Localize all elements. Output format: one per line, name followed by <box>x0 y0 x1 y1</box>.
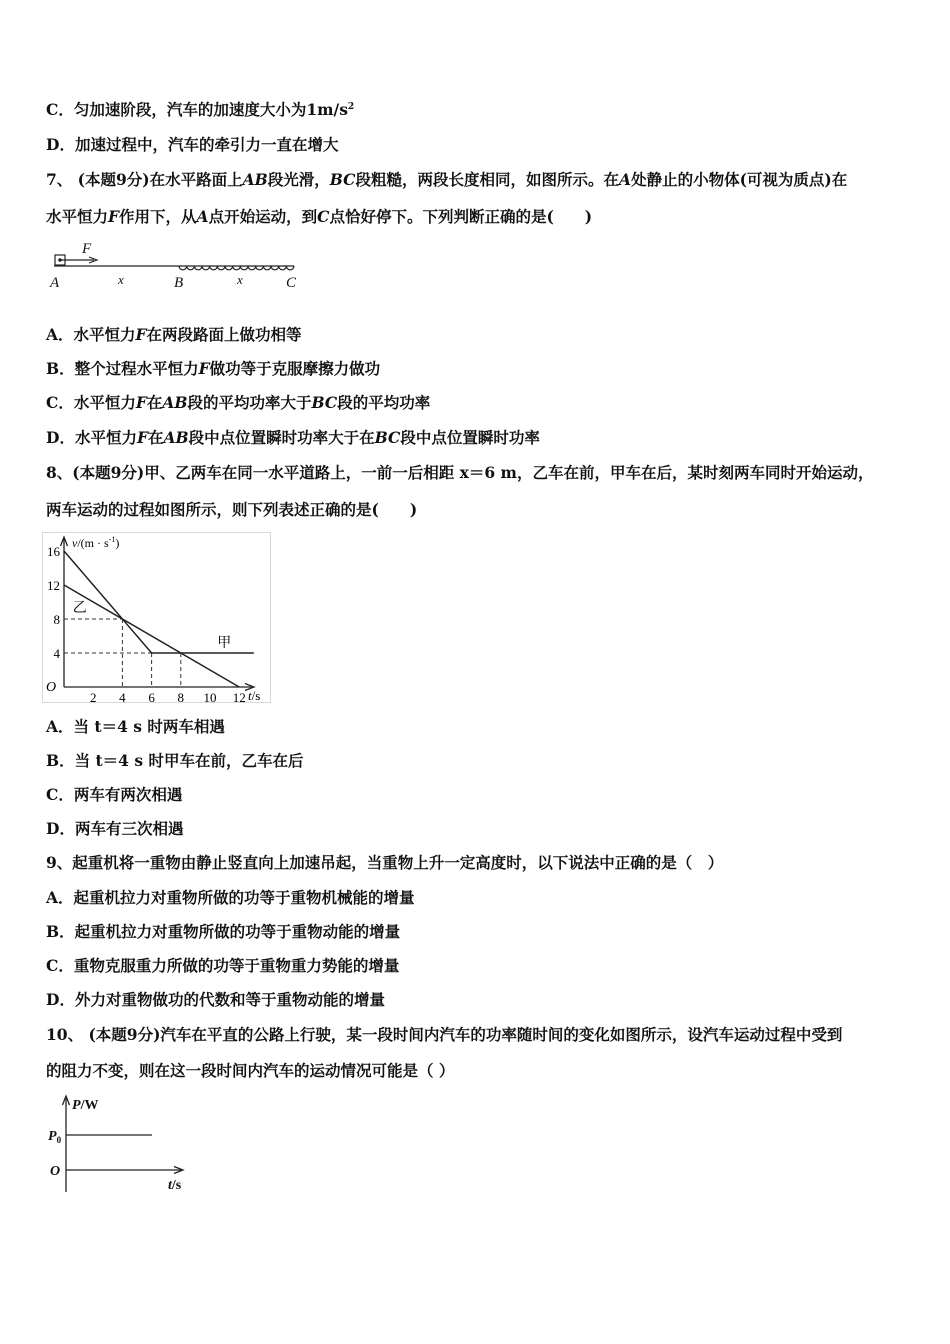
p-origin-label: O <box>50 1164 61 1179</box>
q10-stem-line1: 10、 (本题9分)汽车在平直的公路上行驶，某一段时间内汽车的功率随时间的变化如图所示，设汽车运动过程中受到 <box>46 1025 843 1044</box>
q8-stem-line2: 两车运动的过程如图所示，则下列表述正确的是( ) <box>46 500 418 519</box>
power-time-chart <box>44 1092 204 1200</box>
p0-label: $P_0$ <box>48 1129 62 1145</box>
y-tick-label: 12 <box>47 578 60 593</box>
q8-option-d: D．两车有三次相遇 <box>46 819 184 838</box>
q10-stem-line2: 的阻力不变，则在这一段时间内汽车的运动情况可能是（ ） <box>46 1061 455 1080</box>
x-tick-label: 6 <box>148 690 155 704</box>
series-label-jia: 甲 <box>217 636 232 651</box>
segment-bc-length: x <box>237 272 243 287</box>
q8-stem-line1: 8、(本题9分)甲、乙两车在同一水平道路上，一前一后相距 x＝6 m，乙车在前，甲车在后，某时刻两车同时开始运动， <box>46 463 874 482</box>
q9-option-b: B．起重机拉力对重物所做的功等于重物动能的增量 <box>46 922 401 941</box>
q9-option-a: A．起重机拉力对重物所做的功等于重物机械能的增量 <box>46 888 415 907</box>
q7-option-b: B．整个过程水平恒力F做功等于克服摩擦力做功 <box>46 359 381 378</box>
chart-axes <box>61 537 255 691</box>
q8-option-c: C．两车有两次相遇 <box>46 785 183 804</box>
series-line-1 <box>64 585 239 687</box>
series-label-yi: 乙 <box>72 601 87 616</box>
q6-option-c: C．匀加速阶段，汽车的加速度大小为$1m/s^2$ <box>46 100 355 119</box>
x-tick-label: 8 <box>177 690 185 704</box>
q8-option-b: B．当 t＝4 s 时甲车在前，乙车在后 <box>46 751 304 770</box>
point-b-label: B <box>174 275 184 291</box>
y-tick-label: 16 <box>47 544 60 559</box>
p-axis-label: P/W <box>72 1098 99 1113</box>
x-tick-label: 2 <box>89 690 97 704</box>
track-figure <box>44 238 314 294</box>
x-tick-label: 10 <box>203 690 217 704</box>
q9-option-c: C．重物克服重力所做的功等于重物重力势能的增量 <box>46 956 400 975</box>
t-axis-label: t/s <box>168 1178 182 1193</box>
y-tick-label: 4 <box>53 646 60 661</box>
point-a-label: A <box>50 275 60 291</box>
q7-option-a: A．水平恒力F在两段路面上做功相等 <box>46 325 302 344</box>
q8-option-a: A．当 t＝4 s 时两车相遇 <box>46 717 225 736</box>
block-dot <box>58 258 62 262</box>
q9-stem: 9、起重机将一重物由静止竖直向上加速吊起，当重物上升一定高度时，以下说法中正确的是（ ） <box>46 853 724 872</box>
q7-stem-line2: 水平恒力F作用下，从A点开始运动，到C点恰好停下。下列判断正确的是( ) <box>46 207 593 226</box>
x-tick-label: 4 <box>119 690 126 704</box>
y-axis-label: $v/(m \cdot s^{-1})$ <box>72 535 120 550</box>
y-tick-label: 8 <box>53 612 60 627</box>
q7-stem-line1: 7、 (本题9分)在水平路面上AB段光滑，BC段粗糙，两段长度相同，如图所示。在A处静止的小物体(可视为质点)在 <box>46 170 848 189</box>
x-tick-label: 12 <box>232 690 246 704</box>
force-label: F <box>82 241 92 257</box>
q7-option-c: C．水平恒力F在AB段的平均功率大于BC段的平均功率 <box>46 393 431 412</box>
point-c-label: C <box>286 275 297 291</box>
tick-labels <box>47 544 246 704</box>
origin-label: O <box>46 680 57 695</box>
q6-option-d: D．加速过程中，汽车的牵引力一直在增大 <box>46 135 339 154</box>
x-axis-label: t/s <box>248 688 261 703</box>
velocity-time-chart <box>42 532 272 704</box>
segment-ab-length: x <box>118 272 124 287</box>
q9-option-d: D．外力对重物做功的代数和等于重物动能的增量 <box>46 990 385 1009</box>
q7-option-d: D．水平恒力F在AB段中点位置瞬时功率大于在BC段中点位置瞬时功率 <box>46 428 540 447</box>
chart-frame <box>43 533 271 703</box>
